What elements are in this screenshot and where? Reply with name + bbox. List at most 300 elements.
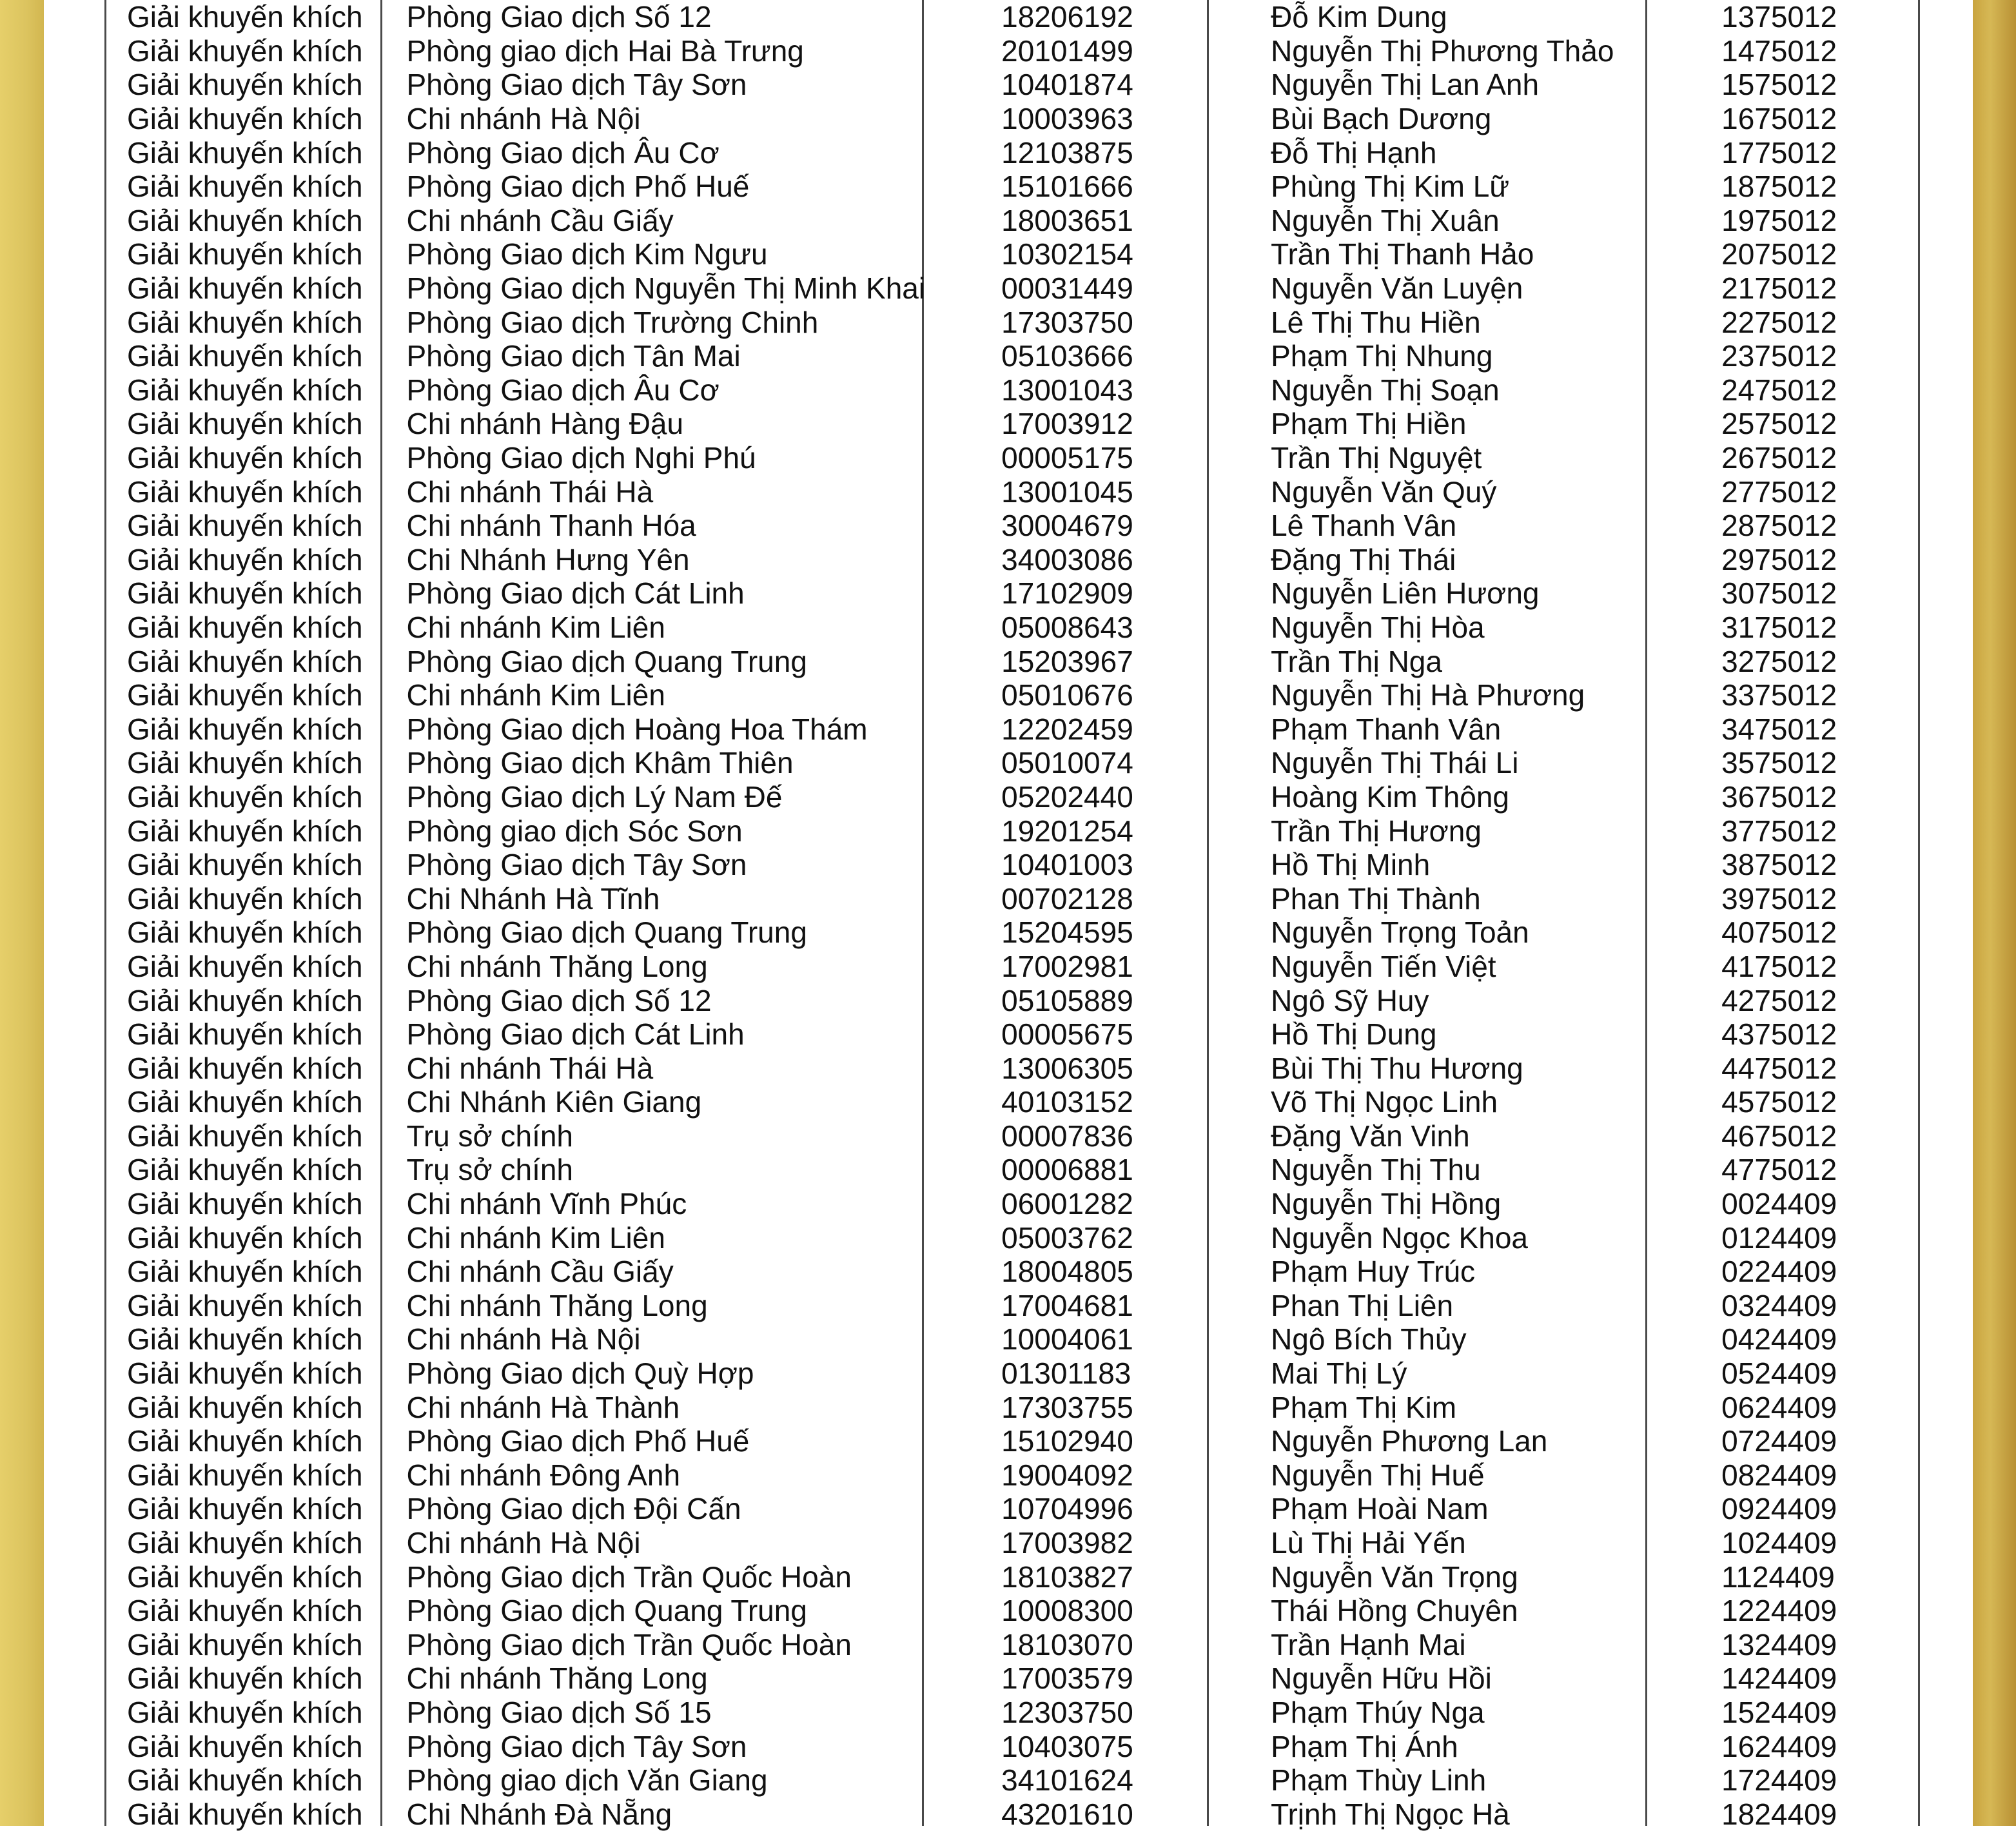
account-code-cell: 20101499 bbox=[1001, 34, 1133, 68]
branch-cell: Phòng Giao dịch Quang Trung bbox=[406, 644, 807, 678]
table-row bbox=[106, 1119, 1918, 1153]
lucky-number-cell: 4275012 bbox=[1721, 983, 1837, 1017]
prize-name-cell: Giải khuyến khích bbox=[127, 1390, 363, 1424]
lucky-number-cell: 3275012 bbox=[1721, 644, 1837, 678]
table-row bbox=[106, 576, 1918, 611]
branch-cell: Chi nhánh Thanh Hóa bbox=[406, 509, 696, 543]
prize-name-cell: Giải khuyến khích bbox=[127, 1288, 363, 1322]
customer-name-cell: Nguyễn Liên Hương bbox=[1271, 576, 1540, 611]
table-row bbox=[106, 1661, 1918, 1696]
prize-name-cell: Giải khuyến khích bbox=[127, 1119, 363, 1153]
lucky-number-cell: 1424409 bbox=[1721, 1661, 1837, 1696]
lucky-number-cell: 0424409 bbox=[1721, 1322, 1837, 1356]
table-row bbox=[106, 135, 1918, 170]
table-row bbox=[106, 0, 1918, 34]
lucky-number-cell: 4375012 bbox=[1721, 1017, 1837, 1052]
prize-name-cell: Giải khuyến khích bbox=[127, 542, 363, 576]
prize-name-cell: Giải khuyến khích bbox=[127, 916, 363, 950]
customer-name-cell: Nguyễn Thị Hà Phương bbox=[1271, 678, 1585, 712]
lucky-number-cell: 3175012 bbox=[1721, 610, 1837, 644]
table-row bbox=[106, 509, 1918, 543]
lucky-number-cell: 0624409 bbox=[1721, 1390, 1837, 1424]
lucky-number-cell: 4675012 bbox=[1721, 1119, 1837, 1153]
customer-name-cell: Nguyễn Văn Trọng bbox=[1271, 1560, 1518, 1594]
lucky-number-cell: 2275012 bbox=[1721, 305, 1837, 339]
account-code-cell: 12303750 bbox=[1001, 1695, 1133, 1729]
customer-name-cell: Nguyễn Thị Xuân bbox=[1271, 203, 1500, 237]
account-code-cell: 13006305 bbox=[1001, 1051, 1133, 1085]
account-code-cell: 05202440 bbox=[1001, 779, 1133, 814]
account-code-cell: 05103666 bbox=[1001, 339, 1133, 373]
table-row bbox=[106, 102, 1918, 136]
table-row bbox=[106, 712, 1918, 746]
table-row bbox=[106, 1220, 1918, 1255]
prize-name-cell: Giải khuyến khích bbox=[127, 1695, 363, 1729]
branch-cell: Chi nhánh Thái Hà bbox=[406, 1051, 654, 1085]
table-row bbox=[106, 848, 1918, 882]
branch-cell: Phòng Giao dịch Trường Chinh bbox=[406, 305, 819, 339]
table-row bbox=[106, 983, 1918, 1017]
branch-cell: Trụ sở chính bbox=[406, 1119, 574, 1153]
lucky-number-cell: 1824409 bbox=[1721, 1797, 1837, 1831]
customer-name-cell: Nguyễn Văn Luyện bbox=[1271, 271, 1523, 306]
lucky-number-cell: 4775012 bbox=[1721, 1153, 1837, 1187]
account-code-cell: 10008300 bbox=[1001, 1594, 1133, 1628]
branch-cell: Phòng Giao dịch Quang Trung bbox=[406, 916, 807, 950]
customer-name-cell: Bùi Thị Thu Hương bbox=[1271, 1051, 1523, 1085]
customer-name-cell: Phạm Thanh Vân bbox=[1271, 712, 1502, 746]
prize-name-cell: Giải khuyến khích bbox=[127, 848, 363, 882]
account-code-cell: 19004092 bbox=[1001, 1458, 1133, 1492]
prize-name-cell: Giải khuyến khích bbox=[127, 983, 363, 1017]
lucky-number-cell: 1775012 bbox=[1721, 135, 1837, 170]
branch-cell: Phòng Giao dịch Cát Linh bbox=[406, 576, 745, 611]
customer-name-cell: Nguyễn Hữu Hồi bbox=[1271, 1661, 1492, 1696]
branch-cell: Chi nhánh Hà Nội bbox=[406, 1526, 641, 1560]
customer-name-cell: Nguyễn Tiến Việt bbox=[1271, 949, 1496, 983]
table-row bbox=[106, 1153, 1918, 1187]
account-code-cell: 15101666 bbox=[1001, 170, 1133, 204]
lucky-number-cell: 3675012 bbox=[1721, 779, 1837, 814]
account-code-cell: 10401874 bbox=[1001, 68, 1133, 102]
lucky-number-cell: 4575012 bbox=[1721, 1085, 1837, 1119]
prize-name-cell: Giải khuyến khích bbox=[127, 1594, 363, 1628]
lucky-number-cell: 3475012 bbox=[1721, 712, 1837, 746]
account-code-cell: 12103875 bbox=[1001, 135, 1133, 170]
branch-cell: Chi nhánh Thăng Long bbox=[406, 949, 708, 983]
lucky-number-cell: 2875012 bbox=[1721, 509, 1837, 543]
lucky-number-cell: 3875012 bbox=[1721, 848, 1837, 882]
lucky-number-cell: 3975012 bbox=[1721, 881, 1837, 916]
table-row bbox=[106, 237, 1918, 271]
table-row bbox=[106, 1085, 1918, 1119]
customer-name-cell: Nguyễn Thị Thái Li bbox=[1271, 746, 1519, 780]
prize-name-cell: Giải khuyến khích bbox=[127, 1085, 363, 1119]
account-code-cell: 17003912 bbox=[1001, 407, 1133, 441]
prize-name-cell: Giải khuyến khích bbox=[127, 1051, 363, 1085]
customer-name-cell: Ngô Bích Thủy bbox=[1271, 1322, 1467, 1356]
prize-name-cell: Giải khuyến khích bbox=[127, 712, 363, 746]
customer-name-cell: Phạm Huy Trúc bbox=[1271, 1255, 1476, 1289]
branch-cell: Phòng Giao dịch Âu Cơ bbox=[406, 373, 719, 407]
customer-name-cell: Đỗ Kim Dung bbox=[1271, 0, 1447, 34]
branch-cell: Chi Nhánh Đà Nẵng bbox=[406, 1797, 672, 1831]
table-row bbox=[106, 1526, 1918, 1560]
customer-name-cell: Đặng Văn Vinh bbox=[1271, 1119, 1470, 1153]
prize-name-cell: Giải khuyến khích bbox=[127, 881, 363, 916]
table-row bbox=[106, 373, 1918, 407]
customer-name-cell: Hồ Thị Dung bbox=[1271, 1017, 1437, 1052]
customer-name-cell: Lê Thị Thu Hiền bbox=[1271, 305, 1481, 339]
branch-cell: Chi Nhánh Hà Tĩnh bbox=[406, 881, 660, 916]
lucky-number-cell: 1724409 bbox=[1721, 1763, 1837, 1797]
branch-cell: Phòng giao dịch Văn Giang bbox=[406, 1763, 768, 1797]
prize-name-cell: Giải khuyến khích bbox=[127, 170, 363, 204]
account-code-cell: 10403075 bbox=[1001, 1729, 1133, 1763]
prize-name-cell: Giải khuyến khích bbox=[127, 509, 363, 543]
lucky-number-cell: 2975012 bbox=[1721, 542, 1837, 576]
prize-name-cell: Giải khuyến khích bbox=[127, 1763, 363, 1797]
branch-cell: Chi nhánh Hà Nội bbox=[406, 1322, 641, 1356]
prize-name-cell: Giải khuyến khích bbox=[127, 135, 363, 170]
prize-name-cell: Giải khuyến khích bbox=[127, 1322, 363, 1356]
lucky-number-cell: 1524409 bbox=[1721, 1695, 1837, 1729]
account-code-cell: 18206192 bbox=[1001, 0, 1133, 34]
lucky-number-cell: 1475012 bbox=[1721, 34, 1837, 68]
prize-name-cell: Giải khuyến khích bbox=[127, 1458, 363, 1492]
customer-name-cell: Bùi Bạch Dương bbox=[1271, 102, 1492, 136]
lucky-number-cell: 1124409 bbox=[1721, 1560, 1835, 1594]
table-row bbox=[106, 34, 1918, 68]
prize-name-cell: Giải khuyến khích bbox=[127, 339, 363, 373]
table-row bbox=[106, 204, 1918, 238]
account-code-cell: 17004681 bbox=[1001, 1288, 1133, 1322]
customer-name-cell: Võ Thị Ngọc Linh bbox=[1271, 1085, 1498, 1119]
prize-name-cell: Giải khuyến khích bbox=[127, 949, 363, 983]
prize-name-cell: Giải khuyến khích bbox=[127, 1492, 363, 1526]
account-code-cell: 00005175 bbox=[1001, 441, 1133, 475]
branch-cell: Phòng giao dịch Sóc Sơn bbox=[406, 814, 743, 848]
customer-name-cell: Hồ Thị Minh bbox=[1271, 848, 1431, 882]
account-code-cell: 10003963 bbox=[1001, 102, 1133, 136]
prize-name-cell: Giải khuyến khích bbox=[127, 1729, 363, 1763]
table-row bbox=[106, 1696, 1918, 1730]
prize-name-cell: Giải khuyến khích bbox=[127, 407, 363, 441]
customer-name-cell: Trần Thị Nga bbox=[1271, 644, 1442, 678]
branch-cell: Phòng Giao dịch Số 12 bbox=[406, 983, 712, 1017]
prize-name-cell: Giải khuyến khích bbox=[127, 1017, 363, 1052]
account-code-cell: 00005675 bbox=[1001, 1017, 1133, 1052]
lucky-number-cell: 2775012 bbox=[1721, 475, 1837, 509]
branch-cell: Phòng Giao dịch Lý Nam Đế bbox=[406, 779, 783, 814]
branch-cell: Phòng Giao dịch Nguyễn Thị Minh Khai bbox=[406, 271, 926, 306]
table-row bbox=[106, 1763, 1918, 1797]
prize-name-cell: Giải khuyến khích bbox=[127, 779, 363, 814]
customer-name-cell: Trịnh Thị Ngọc Hà bbox=[1271, 1797, 1510, 1831]
lucky-number-cell: 2675012 bbox=[1721, 441, 1837, 475]
branch-cell: Phòng Giao dịch Quỳ Hợp bbox=[406, 1356, 754, 1391]
table-row bbox=[106, 68, 1918, 102]
prize-name-cell: Giải khuyến khích bbox=[127, 34, 363, 68]
table-row bbox=[106, 644, 1918, 678]
lucky-number-cell: 3375012 bbox=[1721, 678, 1837, 712]
account-code-cell: 18103070 bbox=[1001, 1627, 1133, 1661]
branch-cell: Phòng Giao dịch Kim Ngưu bbox=[406, 237, 768, 271]
prize-name-cell: Giải khuyến khích bbox=[127, 1255, 363, 1289]
lucky-number-cell: 4475012 bbox=[1721, 1051, 1837, 1085]
account-code-cell: 05008643 bbox=[1001, 610, 1133, 644]
account-code-cell: 17003982 bbox=[1001, 1526, 1133, 1560]
prize-name-cell: Giải khuyến khích bbox=[127, 1187, 363, 1221]
account-code-cell: 06001282 bbox=[1001, 1187, 1133, 1221]
branch-cell: Phòng Giao dịch Khâm Thiên bbox=[406, 746, 794, 780]
table-row bbox=[106, 611, 1918, 645]
branch-cell: Phòng giao dịch Hai Bà Trưng bbox=[406, 34, 804, 68]
customer-name-cell: Nguyễn Thị Hòa bbox=[1271, 610, 1485, 644]
branch-cell: Chi nhánh Thăng Long bbox=[406, 1288, 708, 1322]
table-row bbox=[106, 1628, 1918, 1662]
branch-cell: Phòng Giao dịch Tây Sơn bbox=[406, 68, 747, 102]
customer-name-cell: Phạm Hoài Nam bbox=[1271, 1492, 1489, 1526]
customer-name-cell: Nguyễn Thị Hồng bbox=[1271, 1187, 1502, 1221]
branch-cell: Chi nhánh Đông Anh bbox=[406, 1458, 681, 1492]
lucky-number-cell: 0124409 bbox=[1721, 1220, 1837, 1255]
branch-cell: Phòng Giao dịch Phố Huế bbox=[406, 1424, 750, 1458]
prize-name-cell: Giải khuyến khích bbox=[127, 237, 363, 271]
prize-winners-table bbox=[106, 0, 1918, 1831]
table-row bbox=[106, 950, 1918, 984]
lucky-number-cell: 0524409 bbox=[1721, 1356, 1837, 1391]
lucky-number-cell: 2075012 bbox=[1721, 237, 1837, 271]
customer-name-cell: Phạm Thị Nhung bbox=[1271, 339, 1493, 373]
lucky-number-cell: 4075012 bbox=[1721, 916, 1837, 950]
table-row bbox=[106, 170, 1918, 204]
prize-name-cell: Giải khuyến khích bbox=[127, 1627, 363, 1661]
table-row bbox=[106, 881, 1918, 916]
table-row bbox=[106, 441, 1918, 475]
account-code-cell: 05105889 bbox=[1001, 983, 1133, 1017]
account-code-cell: 34101624 bbox=[1001, 1763, 1133, 1797]
table-row bbox=[106, 1322, 1918, 1356]
customer-name-cell: Trần Hạnh Mai bbox=[1271, 1627, 1466, 1661]
branch-cell: Phòng Giao dịch Cát Linh bbox=[406, 1017, 745, 1052]
customer-name-cell: Phan Thị Thành bbox=[1271, 881, 1481, 916]
customer-name-cell: Phạm Thị Kim bbox=[1271, 1390, 1457, 1424]
branch-cell: Chi nhánh Hàng Đậu bbox=[406, 407, 684, 441]
branch-cell: Phòng Giao dịch Phố Huế bbox=[406, 170, 750, 204]
lucky-number-cell: 1024409 bbox=[1721, 1526, 1837, 1560]
account-code-cell: 10302154 bbox=[1001, 237, 1133, 271]
account-code-cell: 05010074 bbox=[1001, 746, 1133, 780]
lucky-number-cell: 0024409 bbox=[1721, 1187, 1837, 1221]
table-row bbox=[106, 1492, 1918, 1526]
lucky-number-cell: 1975012 bbox=[1721, 203, 1837, 237]
customer-name-cell: Phạm Thị Ánh bbox=[1271, 1729, 1458, 1763]
prize-name-cell: Giải khuyến khích bbox=[127, 1356, 363, 1391]
prize-name-cell: Giải khuyến khích bbox=[127, 68, 363, 102]
prize-name-cell: Giải khuyến khích bbox=[127, 102, 363, 136]
account-code-cell: 15204595 bbox=[1001, 916, 1133, 950]
customer-name-cell: Nguyễn Thị Phương Thảo bbox=[1271, 34, 1614, 68]
prize-name-cell: Giải khuyến khích bbox=[127, 271, 363, 306]
branch-cell: Chi nhánh Cầu Giấy bbox=[406, 203, 674, 237]
customer-name-cell: Phùng Thị Kim Lữ bbox=[1271, 170, 1510, 204]
lucky-number-cell: 3575012 bbox=[1721, 746, 1837, 780]
account-code-cell: 18004805 bbox=[1001, 1255, 1133, 1289]
account-code-cell: 43201610 bbox=[1001, 1797, 1133, 1831]
branch-cell: Phòng Giao dịch Số 15 bbox=[406, 1695, 712, 1729]
lucky-number-cell: 0824409 bbox=[1721, 1458, 1837, 1492]
branch-cell: Chi nhánh Kim Liên bbox=[406, 610, 665, 644]
lucky-number-cell: 2575012 bbox=[1721, 407, 1837, 441]
table-row bbox=[106, 1187, 1918, 1221]
prize-name-cell: Giải khuyến khích bbox=[127, 305, 363, 339]
lucky-number-cell: 3075012 bbox=[1721, 576, 1837, 611]
table-row bbox=[106, 1458, 1918, 1493]
prize-name-cell: Giải khuyến khích bbox=[127, 678, 363, 712]
lucky-number-cell: 1675012 bbox=[1721, 102, 1837, 136]
customer-name-cell: Trần Thị Thanh Hảo bbox=[1271, 237, 1534, 271]
customer-name-cell: Ngô Sỹ Huy bbox=[1271, 983, 1429, 1017]
customer-name-cell: Nguyễn Phương Lan bbox=[1271, 1424, 1548, 1458]
lucky-number-cell: 2475012 bbox=[1721, 373, 1837, 407]
customer-name-cell: Nguyễn Thị Soạn bbox=[1271, 373, 1500, 407]
branch-cell: Phòng Giao dịch Quang Trung bbox=[406, 1594, 807, 1628]
account-code-cell: 05003762 bbox=[1001, 1220, 1133, 1255]
table-row bbox=[106, 339, 1918, 373]
lucky-number-cell: 0924409 bbox=[1721, 1492, 1837, 1526]
branch-cell: Phòng Giao dịch Tây Sơn bbox=[406, 848, 747, 882]
account-code-cell: 17303755 bbox=[1001, 1390, 1133, 1424]
customer-name-cell: Nguyễn Trọng Toản bbox=[1271, 916, 1529, 950]
account-code-cell: 15203967 bbox=[1001, 644, 1133, 678]
prize-name-cell: Giải khuyến khích bbox=[127, 1220, 363, 1255]
lucky-number-cell: 1324409 bbox=[1721, 1627, 1837, 1661]
branch-cell: Chi Nhánh Hưng Yên bbox=[406, 542, 690, 576]
branch-cell: Chi nhánh Hà Thành bbox=[406, 1390, 680, 1424]
branch-cell: Phòng Giao dịch Tân Mai bbox=[406, 339, 741, 373]
prize-name-cell: Giải khuyến khích bbox=[127, 1797, 363, 1831]
account-code-cell: 18103827 bbox=[1001, 1560, 1133, 1594]
branch-cell: Chi nhánh Kim Liên bbox=[406, 678, 665, 712]
table-row bbox=[106, 305, 1918, 339]
lucky-number-cell: 4175012 bbox=[1721, 949, 1837, 983]
lucky-number-cell: 0224409 bbox=[1721, 1255, 1837, 1289]
table-row bbox=[106, 1051, 1918, 1085]
account-code-cell: 00006881 bbox=[1001, 1153, 1133, 1187]
lucky-number-cell: 2175012 bbox=[1721, 271, 1837, 306]
left-gold-border bbox=[0, 0, 44, 1826]
branch-cell: Chi nhánh Thăng Long bbox=[406, 1661, 708, 1696]
table-row bbox=[106, 1594, 1918, 1628]
customer-name-cell: Nguyễn Văn Quý bbox=[1271, 475, 1497, 509]
account-code-cell: 15102940 bbox=[1001, 1424, 1133, 1458]
table-row bbox=[106, 475, 1918, 509]
prize-name-cell: Giải khuyến khích bbox=[127, 203, 363, 237]
prize-name-cell: Giải khuyến khích bbox=[127, 814, 363, 848]
prize-name-cell: Giải khuyến khích bbox=[127, 1153, 363, 1187]
customer-name-cell: Trần Thị Hương bbox=[1271, 814, 1482, 848]
customer-name-cell: Thái Hồng Chuyên bbox=[1271, 1594, 1518, 1628]
prize-name-cell: Giải khuyến khích bbox=[127, 610, 363, 644]
prize-name-cell: Giải khuyến khích bbox=[127, 1424, 363, 1458]
table-row bbox=[106, 678, 1918, 712]
customer-name-cell: Nguyễn Thị Lan Anh bbox=[1271, 68, 1540, 102]
prize-table-frame bbox=[104, 0, 1920, 1831]
lucky-number-cell: 1624409 bbox=[1721, 1729, 1837, 1763]
account-code-cell: 17303750 bbox=[1001, 305, 1133, 339]
customer-name-cell: Nguyễn Thị Huế bbox=[1271, 1458, 1485, 1492]
customer-name-cell: Hoàng Kim Thông bbox=[1271, 779, 1509, 814]
table-row bbox=[106, 814, 1918, 848]
customer-name-cell: Phạm Thúy Nga bbox=[1271, 1695, 1485, 1729]
prize-table-body bbox=[106, 0, 1918, 1831]
customer-name-cell: Nguyễn Ngọc Khoa bbox=[1271, 1220, 1528, 1255]
branch-cell: Trụ sở chính bbox=[406, 1153, 574, 1187]
customer-name-cell: Đặng Thị Thái bbox=[1271, 542, 1456, 576]
account-code-cell: 13001045 bbox=[1001, 475, 1133, 509]
account-code-cell: 05010676 bbox=[1001, 678, 1133, 712]
account-code-cell: 10004061 bbox=[1001, 1322, 1133, 1356]
table-row bbox=[106, 1356, 1918, 1391]
lucky-number-cell: 3775012 bbox=[1721, 814, 1837, 848]
branch-cell: Phòng Giao dịch Âu Cơ bbox=[406, 135, 719, 170]
customer-name-cell: Mai Thị Lý bbox=[1271, 1356, 1407, 1391]
branch-cell: Phòng Giao dịch Tây Sơn bbox=[406, 1729, 747, 1763]
prize-name-cell: Giải khuyến khích bbox=[127, 576, 363, 611]
prize-name-cell: Giải khuyến khích bbox=[127, 746, 363, 780]
table-row bbox=[106, 1729, 1918, 1763]
customer-name-cell: Đỗ Thị Hạnh bbox=[1271, 135, 1437, 170]
branch-cell: Chi nhánh Thái Hà bbox=[406, 475, 654, 509]
lucky-number-cell: 1375012 bbox=[1721, 0, 1837, 34]
lucky-number-cell: 1224409 bbox=[1721, 1594, 1837, 1628]
table-row bbox=[106, 1560, 1918, 1594]
account-code-cell: 00007836 bbox=[1001, 1119, 1133, 1153]
account-code-cell: 18003651 bbox=[1001, 203, 1133, 237]
branch-cell: Chi nhánh Hà Nội bbox=[406, 102, 641, 136]
branch-cell: Phòng Giao dịch Hoàng Hoa Thám bbox=[406, 712, 868, 746]
account-code-cell: 10401003 bbox=[1001, 848, 1133, 882]
customer-name-cell: Lù Thị Hải Yến bbox=[1271, 1526, 1466, 1560]
branch-cell: Chi Nhánh Kiên Giang bbox=[406, 1085, 702, 1119]
account-code-cell: 10704996 bbox=[1001, 1492, 1133, 1526]
customer-name-cell: Trần Thị Nguyệt bbox=[1271, 441, 1482, 475]
account-code-cell: 01301183 bbox=[1001, 1356, 1131, 1391]
prize-name-cell: Giải khuyến khích bbox=[127, 1560, 363, 1594]
lucky-number-cell: 1875012 bbox=[1721, 170, 1837, 204]
table-row bbox=[106, 1017, 1918, 1052]
lucky-number-cell: 0724409 bbox=[1721, 1424, 1837, 1458]
branch-cell: Phòng Giao dịch Số 12 bbox=[406, 0, 712, 34]
customer-name-cell: Phạm Thùy Linh bbox=[1271, 1763, 1487, 1797]
table-row bbox=[106, 1390, 1918, 1424]
account-code-cell: 00031449 bbox=[1001, 271, 1133, 306]
lucky-number-cell: 2375012 bbox=[1721, 339, 1837, 373]
account-code-cell: 13001043 bbox=[1001, 373, 1133, 407]
branch-cell: Phòng Giao dịch Đội Cấn bbox=[406, 1492, 741, 1526]
customer-name-cell: Lê Thanh Vân bbox=[1271, 509, 1457, 543]
branch-cell: Phòng Giao dịch Trần Quốc Hoàn bbox=[406, 1627, 852, 1661]
table-row bbox=[106, 543, 1918, 577]
branch-cell: Chi nhánh Kim Liên bbox=[406, 1220, 665, 1255]
account-code-cell: 34003086 bbox=[1001, 542, 1133, 576]
prize-name-cell: Giải khuyến khích bbox=[127, 0, 363, 34]
table-row bbox=[106, 1255, 1918, 1289]
right-gold-border bbox=[1973, 0, 2016, 1826]
account-code-cell: 40103152 bbox=[1001, 1085, 1133, 1119]
prize-name-cell: Giải khuyến khích bbox=[127, 441, 363, 475]
